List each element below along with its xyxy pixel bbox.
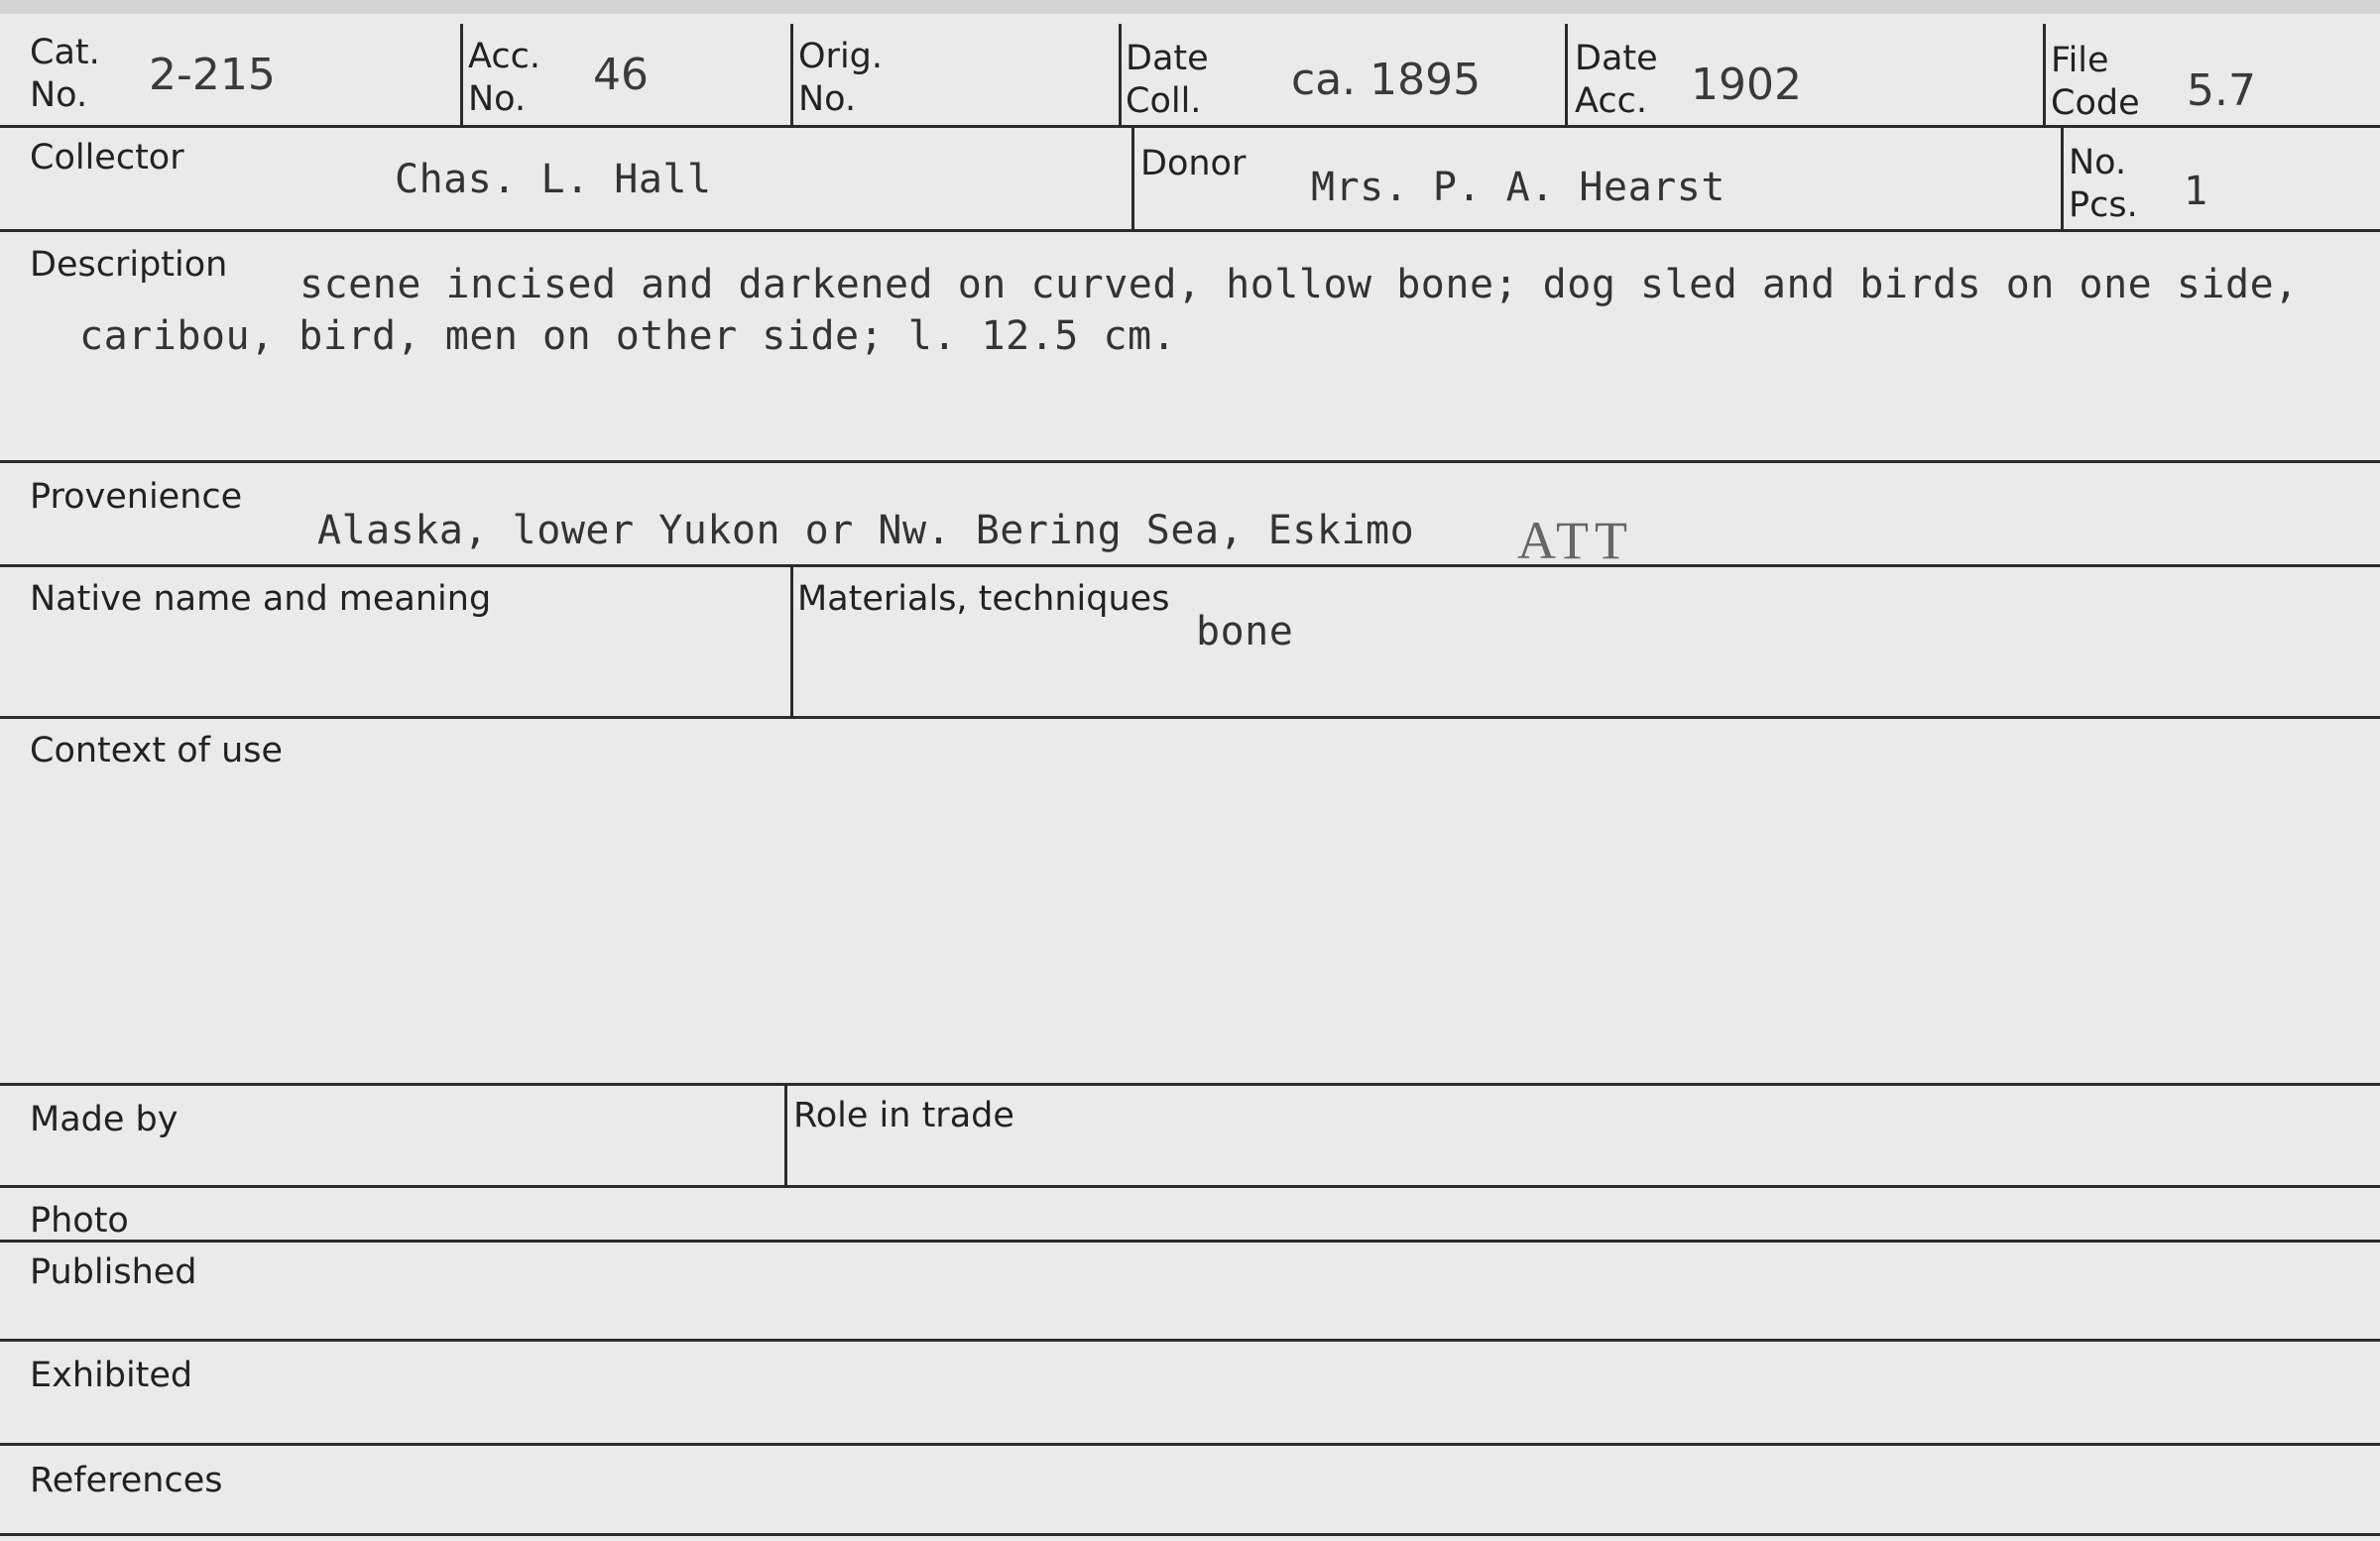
no-pcs-value: 1	[2184, 169, 2208, 214]
rule-v-acc	[790, 24, 793, 127]
role-in-trade-label: Role in trade	[793, 1096, 1014, 1135]
file-code-label: File Code	[2051, 41, 2140, 123]
provenience-label: Provenience	[30, 477, 243, 517]
rule-collector	[0, 229, 2380, 232]
rule-provenience	[0, 564, 2380, 567]
rule-v-cat	[460, 24, 463, 127]
date-acc-value: 1902	[1691, 59, 1802, 110]
native-name-label: Native name and meaning	[30, 579, 492, 619]
rule-context	[0, 1083, 2380, 1086]
rule-references	[0, 1533, 2380, 1536]
orig-no-label: Orig. No.	[798, 37, 884, 119]
description-label: Description	[30, 245, 228, 285]
att-stamp: ATT	[1517, 511, 1633, 570]
date-coll-value: ca. 1895	[1291, 55, 1482, 105]
card-top-edge	[0, 0, 2380, 14]
rule-v-datecoll	[1565, 24, 1568, 127]
rule-description	[0, 460, 2380, 463]
photo-label: Photo	[30, 1201, 129, 1241]
references-label: References	[30, 1461, 223, 1500]
materials-value: bone	[1196, 609, 1294, 654]
exhibited-label: Exhibited	[30, 1356, 193, 1395]
rule-made-by	[0, 1185, 2380, 1188]
rule-v-dateacc	[2043, 24, 2046, 127]
acc-no-label: Acc. No.	[468, 37, 540, 119]
rule-materials	[0, 716, 2380, 719]
donor-value: Mrs. P. A. Hearst	[1311, 165, 1726, 210]
description-line-1: scene incised and darkened on curved, hollow bone; dog sled and birds on one side,	[299, 262, 2299, 307]
rule-v-collector	[1131, 127, 1134, 230]
collector-value: Chas. L. Hall	[395, 157, 712, 202]
rule-photo	[0, 1240, 2380, 1243]
rule-header	[0, 125, 2380, 128]
provenience-value: Alaska, lower Yukon or Nw. Bering Sea, Eskimo	[317, 508, 1415, 553]
rule-exhibited	[0, 1443, 2380, 1446]
date-coll-label: Date Coll.	[1126, 39, 1209, 121]
rule-v-native	[790, 566, 793, 718]
donor-label: Donor	[1140, 144, 1247, 183]
rule-v-orig	[1119, 24, 1122, 127]
rule-published	[0, 1339, 2380, 1342]
collector-label: Collector	[30, 138, 184, 178]
cat-no-value: 2-215	[149, 50, 276, 100]
file-code-value: 5.7	[2187, 65, 2256, 116]
published-label: Published	[30, 1252, 197, 1292]
rule-v-donor	[2061, 127, 2064, 230]
no-pcs-label: No. Pcs.	[2069, 143, 2138, 225]
materials-label: Materials, techniques	[797, 579, 1170, 619]
date-acc-label: Date Acc.	[1575, 39, 1658, 121]
context-of-use-label: Context of use	[30, 731, 284, 770]
cat-no-label: Cat. No.	[30, 33, 100, 115]
acc-no-value: 46	[593, 50, 649, 100]
description-line-2: caribou, bird, men on other side; l. 12.5 cm.	[79, 313, 1177, 359]
rule-v-madeby	[784, 1085, 787, 1187]
made-by-label: Made by	[30, 1100, 178, 1139]
